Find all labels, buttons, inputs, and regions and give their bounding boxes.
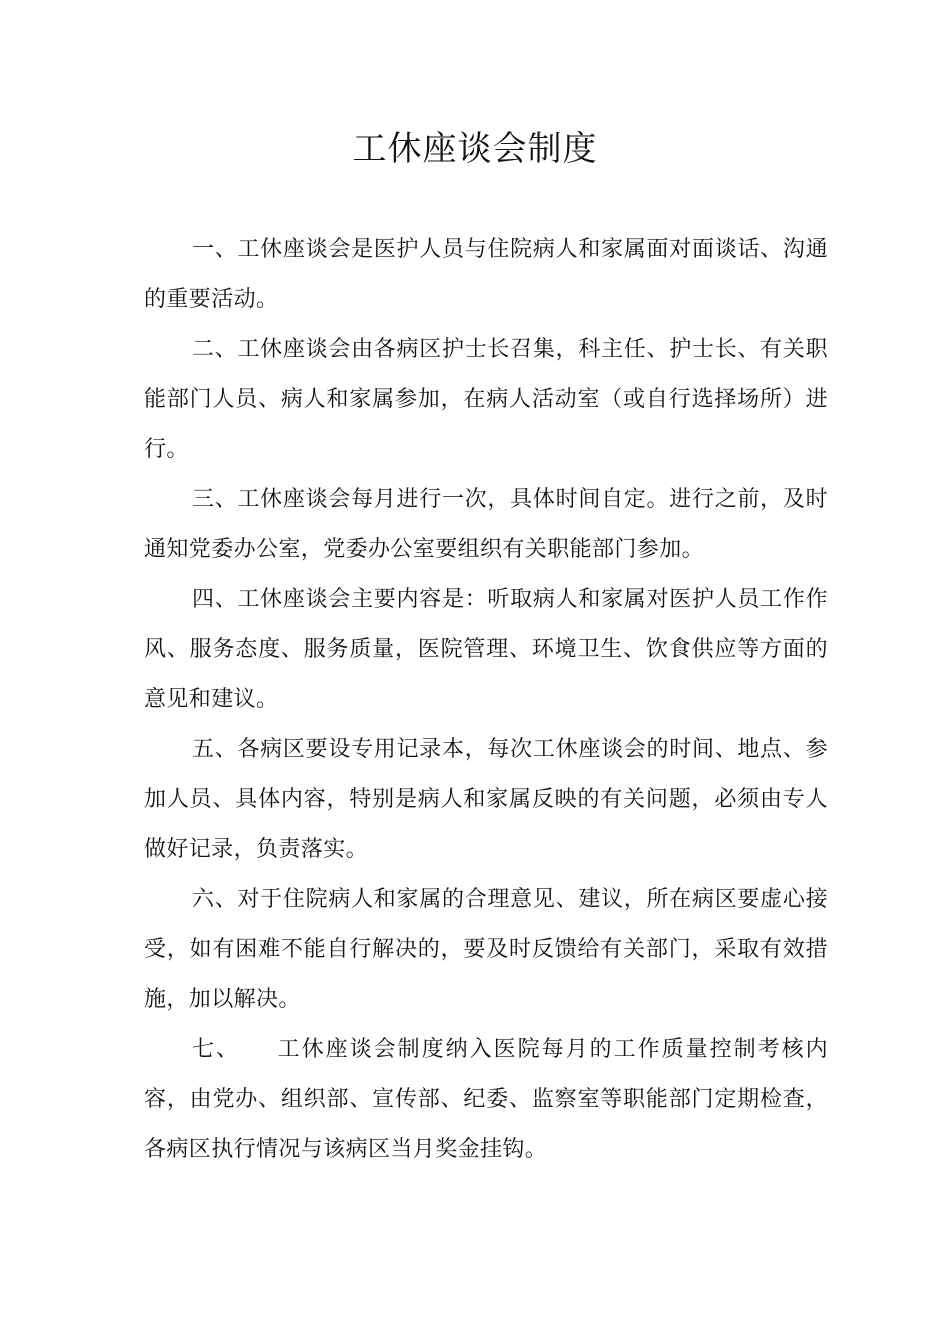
document-body [144,225,828,1175]
paragraph-7-text: 工休座谈会制度纳入医院每月的工作质量控制考核内容，由党办、组织部、宣传部、纪委、监察室等职能部门定期检查，各病区执行情况与该病区当月奖金挂钩。 [144,1037,828,1162]
paragraph-7 [144,1025,828,1175]
document-title: 工休座谈会制度 [352,129,598,169]
paragraph-6: 六、对于住院病人和家属的合理意见、建议，所在病区要虚心接受，如有困难不能自行解决的，要及时反馈给有关部门，采取有效措施，加以解决。 [144,887,828,1012]
paragraph-5: 五、各病区要设专用记录本，每次工休座谈会的时间、地点、参加人员、具体内容，特别是病人和家属反映的有关问题，必须由专人做好记录，负责落实。 [144,737,828,862]
paragraph-2: 二、工休座谈会由各病区护士长召集，科主任、护士长、有关职能部门人员、病人和家属参加，在病人活动室（或自行选择场所）进行。 [144,337,828,462]
paragraph-1: 一、工休座谈会是医护人员与住院病人和家属面对面谈话、沟通的重要活动。 [144,237,828,312]
paragraph-3: 三、工休座谈会每月进行一次，具体时间自定。进行之前，及时通知党委办公室，党委办公室要组织有关职能部门参加。 [144,487,828,562]
paragraph-4: 四、工休座谈会主要内容是：听取病人和家属对医护人员工作作风、服务态度、服务质量，医院管理、环境卫生、饮食供应等方面的意见和建议。 [144,587,828,712]
paragraph-7-number: 七、 [192,1037,240,1062]
